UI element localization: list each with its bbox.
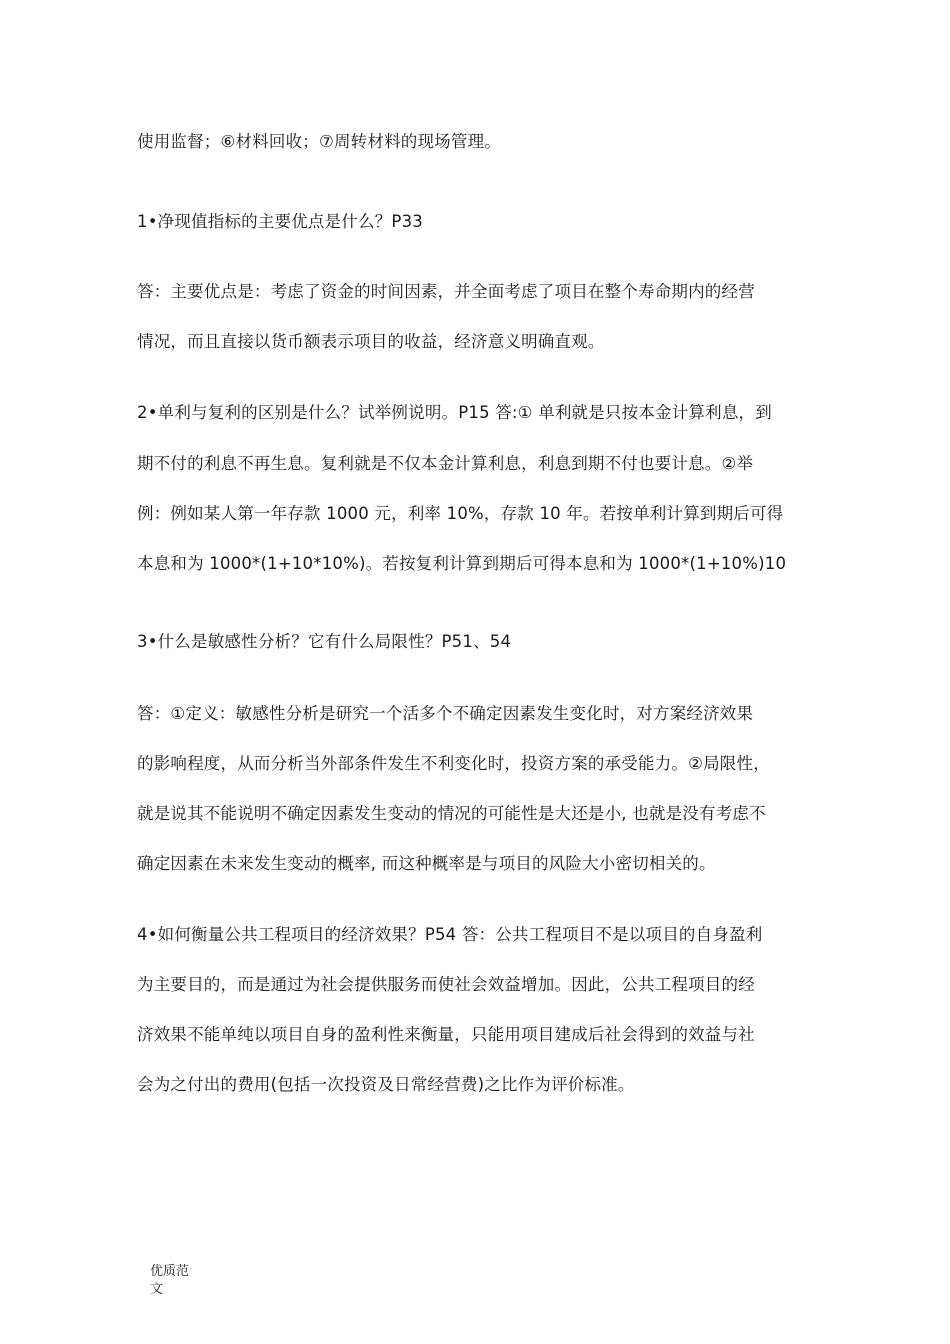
question-3-heading: 3•什么是敏感性分析？它有什么局限性？P51、54: [137, 632, 512, 651]
text-line: 使用监督；⑥材料回收；⑦周转材料的现场管理。: [137, 132, 501, 151]
answer-4-line: 会为之付出的费用(包括一次投资及日常经营费)之比作为评价标准。: [137, 1075, 635, 1094]
question-1-heading: 1•净现值指标的主要优点是什么？P33: [137, 212, 423, 231]
answer-2-line: 期不付的利息不再生息。复利就是不仅本金计算利息，利息到期不付也要计息。②举: [137, 454, 754, 473]
question-4-line: 4•如何衡量公共工程项目的经济效果？P54 答：公共工程项目不是以项目的自身盈利: [137, 925, 763, 944]
answer-3-line: 的影响程度，从而分析当外部条件发生不利变化时，投资方案的承受能力。②局限性，: [137, 754, 770, 773]
answer-1-line: 答：主要优点是：考虑了资金的时间因素，并全面考虑了项目在整个寿命期内的经营: [137, 282, 755, 301]
answer-1-line: 情况，而且直接以货币额表示项目的收益，经济意义明确直观。: [137, 332, 605, 351]
answer-2-line: 例：例如某人第一年存款 1000 元，利率 10%，存款 10 年。若按单利计算到期后可得: [137, 504, 784, 523]
footer-line: 文: [150, 1282, 164, 1297]
answer-3-line: 确定因素在未来发生变动的概率, 而这种概率是与项目的风险大小密切相关的。: [137, 854, 716, 873]
answer-3-line: 答：①定义：敏感性分析是研究一个活多个不确定因素发生变化时，对方案经济效果: [137, 704, 754, 723]
answer-3-line: 就是说其不能说明不确定因素发生变动的情况的可能性是大还是小, 也就是没有考虑不: [137, 804, 766, 823]
footer-watermark: [150, 1263, 210, 1299]
answer-2-line: 本息和为 1000*(1+10*10%)。若按复利计算到期后可得本息和为 1000*(1+10%)10: [137, 554, 787, 573]
answer-4-line: 济效果不能单纯以项目自身的盈利性来衡量，只能用项目建成后社会得到的效益与社: [137, 1025, 755, 1044]
answer-4-line: 为主要目的，而是通过为社会提供服务而使社会效益增加。因此，公共工程项目的经: [137, 975, 755, 994]
question-2-line: 2•单利与复利的区别是什么？试举例说明。P15 答:① 单利就是只按本金计算利息，到: [137, 403, 772, 422]
footer-line: 优质范: [150, 1264, 190, 1279]
